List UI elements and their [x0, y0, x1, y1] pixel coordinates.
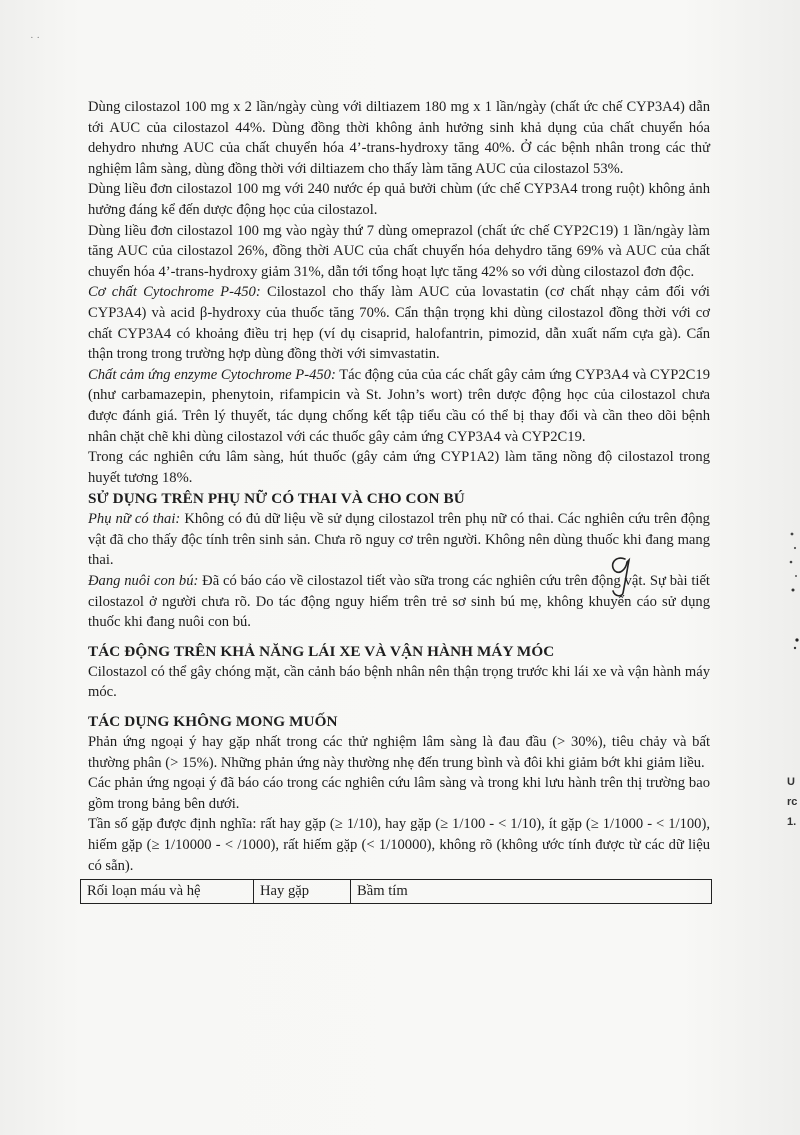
- edge-letter: U: [787, 776, 795, 788]
- inducers-text: Tác động của của các chất gây cảm ứng CYP3A4 và CYP2C19 (như carbamazepin, phenytoin, rifampicin và St. John’s wort) trên dược động học của cilostazol chưa được đánh giá. Trên lý thuyết, tác dụng chống kết tập tiểu cầu có thể bị thay đổi và cần theo dõi bệnh nhân chặt chẽ khi dùng cilostazol với các thuốc gây cảm ứng CYP3A4 và CYP2C19.: [88, 366, 710, 445]
- table-cell-organ-class: Rối loạn máu và hệ: [81, 880, 254, 904]
- cyp450-lead: Cơ chất Cytochrome P-450:: [88, 284, 261, 301]
- paragraph-diltiazem: Dùng cilostazol 100 mg x 2 lần/ngày cùng với diltiazem 180 mg x 1 lần/ngày (chất ức chế CYP3A4) dẫn tới AUC của cilostazol 44%. Dùng đồng thời không ảnh hưởng sinh khả dụng của chất chuyển hóa dehydro nhưng AUC của chất chuyển hóa 4’-trans-hydroxy tăng 40%. Ở các bệnh nhân trong các thử nghiệm lâm sàng, dùng đồng thời với diltiazem cho thấy làm tăng AUC của cilostazol 53%.: [88, 99, 710, 177]
- paragraph-driving: Cilostazol có thể gây chóng mặt, cần cảnh báo bệnh nhân nên thận trọng trước khi lái xe và vận hành máy móc.: [88, 663, 710, 701]
- edge-letter: 1.: [787, 816, 797, 828]
- document-body: [88, 97, 710, 904]
- cropped-edge-text: [787, 772, 797, 832]
- paragraph-adverse-table-intro: Các phản ứng ngoại ý đã báo cáo trong các nghiên cứu lâm sàng và trong khi lưu hành trên thị trường bao gồm trong bảng bên dưới.: [88, 775, 710, 812]
- paragraph-frequency-definition: Tần số gặp được định nghĩa: rất hay gặp (≥ 1/10), hay gặp (≥ 1/100 - < 1/10), ít gặp (≥ 1/1000 - < 1/100), hiếm gặp (≥ 1/10000 - < /1000), rất hiếm gặp (< 1/10000), không rõ (không ước tính được từ các dữ liệu có sẵn).: [88, 816, 710, 874]
- table-row: [81, 880, 712, 904]
- scan-edge-specks: [782, 528, 800, 658]
- nursing-text: Đã có báo cáo về cilostazol tiết vào sữa trong các nghiên cứu trên động vật. Sự bài tiết cilostazol ở người chưa rõ. Do tác động nguy hiểm trên trẻ sơ sinh bú mẹ, không khuyến cáo sử dụng thuốc khi đang nuôi con bú.: [88, 573, 710, 631]
- heading-pregnancy: SỬ DỤNG TRÊN PHỤ NỮ CÓ THAI VÀ CHO CON BÚ: [88, 490, 465, 508]
- inducers-lead: Chất cảm ứng enzyme Cytochrome P-450:: [88, 366, 336, 383]
- nursing-lead: Đang nuôi con bú:: [88, 573, 199, 590]
- heading-adverse-effects: TÁC DỤNG KHÔNG MONG MUỐN: [88, 713, 338, 731]
- pregnant-text: Không có đủ dữ liệu về sử dụng cilostazol trên phụ nữ có thai. Các nghiên cứu trên động vật đã cho thấy độc tính trên sinh sản. Chưa rõ nguy cơ trên người. Không nên dùng thuốc khi đang mang thai.: [88, 511, 710, 569]
- paragraph-grapefruit: Dùng liều đơn cilostazol 100 mg với 240 nước ép quả bưởi chùm (ức chế CYP3A4 trong ruột) không ảnh hưởng đáng kể đến dược động học của cilostazol.: [88, 181, 710, 218]
- scan-speck: · ·: [30, 32, 41, 44]
- paragraph-cyp450-substrate: [88, 282, 710, 364]
- adverse-effects-table: [80, 879, 712, 904]
- paragraph-omeprazol: Dùng liều đơn cilostazol 100 mg vào ngày thứ 7 dùng omeprazol (chất ức chế CYP2C19) 1 lần/ngày làm tăng AUC của cilostazol 26%, đồng thời AUC của chất chuyển hóa dehydro tăng 69% và AUC của chất chuyển hóa 4’-trans-hydroxy giảm 31%, dẫn tới tổng hoạt lực tăng 42% so với dùng cilostazol đơn độc.: [88, 222, 710, 280]
- paragraph-smoking: Trong các nghiên cứu lâm sàng, hút thuốc (gây cảm ứng CYP1A2) làm tăng nồng độ cilostazol trong huyết tương 18%.: [88, 449, 710, 486]
- paragraph-cyp450-inducers: [88, 365, 710, 447]
- cyp450-text: Cilostazol cho thấy làm AUC của lovastatin (cơ chất nhạy cảm đối với CYP3A4) và acid β-hydroxy của thuốc tăng 70%. Cẩn thận trọng khi dùng cilostazol đồng thời với cơ chất CYP3A4 có khoảng điều trị hẹp (ví dụ cisaprid, halofantrin, pimozid, dẫn xuất nấm cựa gà). Cẩn thận trong trong trường hợp dùng đồng thời với simvastatin.: [88, 284, 710, 363]
- paragraph-adverse-common: Phản ứng ngoại ý hay gặp nhất trong các thử nghiệm lâm sàng là đau đầu (> 30%), tiêu chảy và bất thường phân (> 15%). Những phản ứng này thường nhẹ đến trung bình và đôi khi giảm bớt khi giảm liều.: [88, 734, 710, 771]
- edge-letter: rc: [787, 796, 798, 808]
- handwritten-initial-mark: [605, 553, 639, 599]
- heading-driving: TÁC ĐỘNG TRÊN KHẢ NĂNG LÁI XE VÀ VẬN HÀNH MÁY MÓC: [88, 642, 555, 660]
- table-cell-frequency: Hay gặp: [254, 880, 351, 904]
- pregnant-lead: Phụ nữ có thai:: [88, 511, 181, 528]
- table-cell-effect: Bầm tím: [351, 880, 712, 904]
